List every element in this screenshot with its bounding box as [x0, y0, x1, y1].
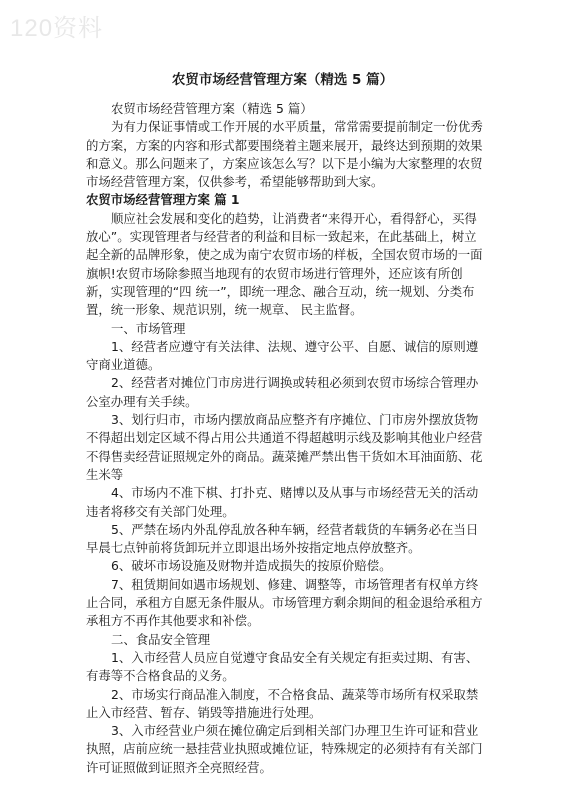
paragraph: 农贸市场经营管理方案（精选 5 篇） — [111, 101, 313, 116]
paragraph: 7、租赁期间如遇市场规划、修建、调整等，市场管理者有权单方终止合同，承租方自愿无条件服从。市场管理方剩余期间的租金退给承租方承租方不再作其他要求和补偿。 — [86, 576, 483, 629]
paragraph: 3、划行归市，市场内摆放商品应整齐有序摊位、门市房外摆放货物不得超出划定区域不得占用公共通道不得超越明示线及影响其他业户经营不得售卖经营证照规定外的商品。蔬菜摊严禁出售干货如木耳油面筋、花生米等 — [86, 412, 483, 482]
document-title: 农贸市场经营管理方案（精选 5 篇） — [171, 72, 394, 88]
paragraph: 一、市场管理 — [111, 320, 186, 336]
paragraph: 顺应社会发展和变化的趋势，让消费者“来得开心，看得舒心，买得放心”。实现管理者与经营者的利益和目标一致起来，在此基础上，树立起全新的品牌形象，使之成为南宁农贸市场的样板，全国农贸市场的一面旗帜!农贸市场除参照当地现有的农贸市场进行管理外，还应该有所创新，实现管理的“四 统一”，即统一理念、融合互动，统一规划、分类布置，统一形象、规范识别，统一规章、 民主监督。 — [86, 210, 483, 318]
paragraph: 二、食品安全管理 — [111, 631, 211, 647]
document-body — [86, 100, 486, 777]
paragraph: 2、经营者对摊位门市房进行调换或转租必须到农贸市场综合管理办公室办理有关手续。 — [86, 375, 479, 409]
paragraph: 6、破坏市场设施及财物并造成损失的按原价赔偿。 — [111, 558, 392, 574]
watermark: 120资料 — [10, 15, 104, 42]
paragraph: 1、入市经营人员应自觉遵守食品安全有关规定有拒卖过期、有害、有毒等不合格食品的义务。 — [86, 649, 479, 684]
paragraph: 2、市场实行商品准入制度，不合格食品、蔬菜等市场所有权采取禁止入市经营、暂存、销毁等措施进行处理。 — [86, 686, 479, 720]
paragraph: 为有力保证事情或工作开展的水平质量，常常需要提前制定一份优秀的方案，方案的内容和形式都要围绕着主题来展开，最终达到预期的效果和意义。那么问题来了，方案应该怎么写？以下是小编为大家整理的农贸市场经营管理方案，仅供参考，希望能够帮助到大家。 — [86, 119, 483, 190]
paragraph: 5、严禁在场内外乱停乱放各种车辆，经营者载货的车辆务必在当日早晨七点钟前将货卸玩并立即退出场外按指定地点停放整齐。 — [86, 521, 479, 556]
paragraph: 4、市场内不准下棋、打扑克、赌博以及从事与市场经营无关的活动违者将移交有关部门处理。 — [86, 485, 479, 519]
section-heading: 农贸市场经营管理方案 篇 1 — [86, 192, 240, 208]
paragraph: 1、经营者应遵守有关法律、法规、遵守公平、自愿、诚信的原则遵守商业道德。 — [86, 338, 479, 373]
paragraph: 3、入市经营业户须在摊位确定后到相关部门办理卫生许可证和营业执照，店前应统一悬挂营业执照或摊位证，特殊规定的必须持有有关部门许可证照做到证照齐全亮照经营。 — [86, 723, 483, 775]
